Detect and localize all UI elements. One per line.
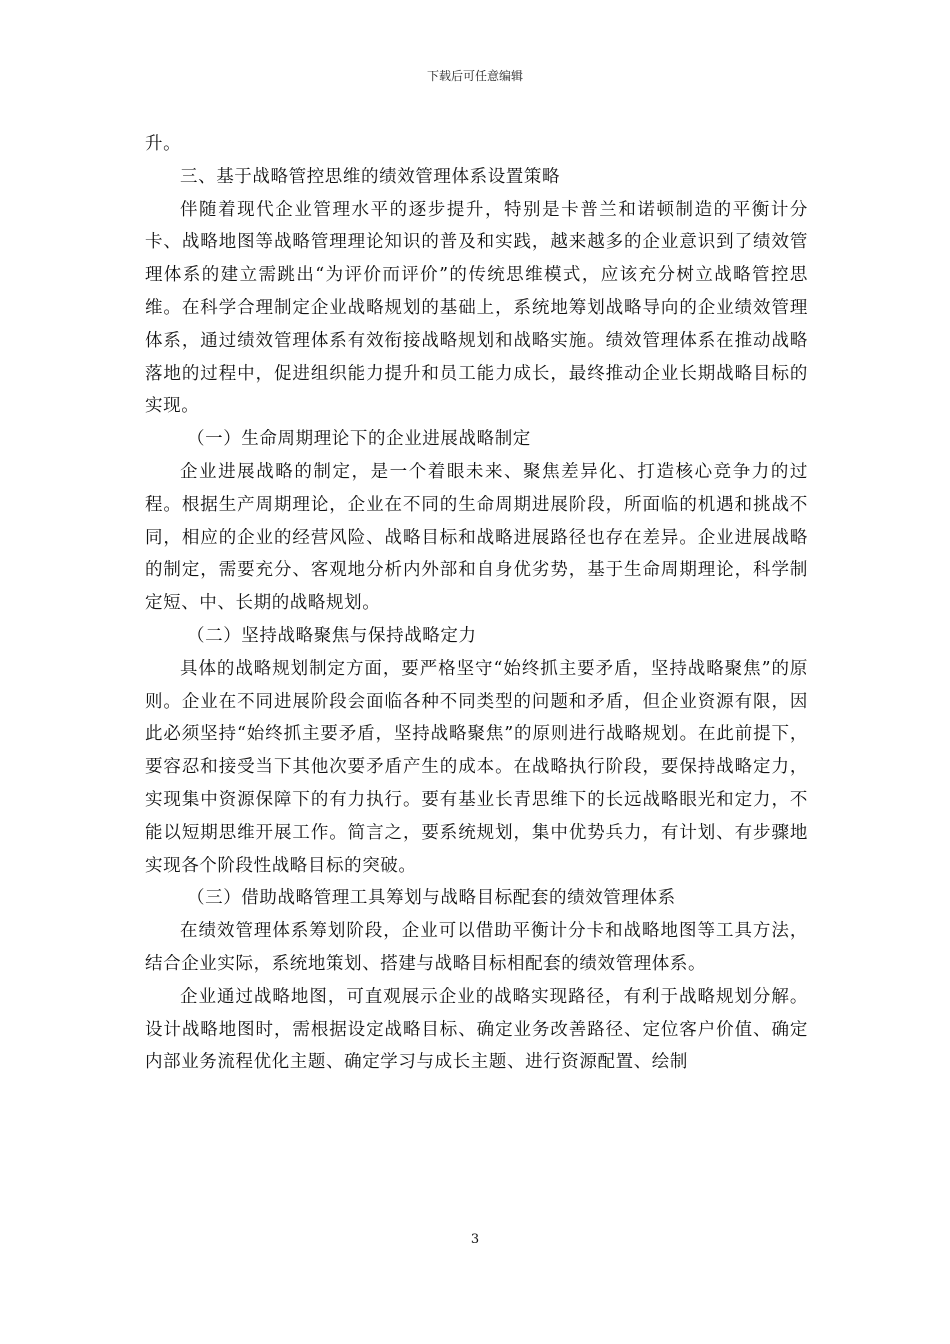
paragraph-continuation: 升。 [145, 134, 182, 154]
page-number: 3 [470, 1232, 480, 1247]
paragraph: 在绩效管理体系筹划阶段，企业可以借助平衡计分卡和战略地图等工具方法，结合企业实际，系统地策划、搭建与战略目标相配套的绩效管理体系。 [145, 921, 808, 974]
subsection-heading-3: （三）借助战略管理工具筹划与战略目标配套的绩效管理体系 [187, 888, 676, 909]
page-header: 下载后可任意编辑 [426, 69, 523, 83]
subsection-heading-2: （二）坚持战略聚焦与保持战略定力 [187, 625, 477, 646]
document-body [145, 128, 808, 1079]
paragraph: 企业通过战略地图，可直观展示企业的战略实现路径，有利于战略规划分解。设计战略地图时，需根据设定战略目标、确定业务改善路径、定位客户价值、确定内部业务流程优化主题、确定学习与成长主题、进行资源配置、绘制 [145, 986, 808, 1073]
subsection-heading-1: （一）生命周期理论下的企业进展战略制定 [187, 429, 531, 450]
section-heading-3: 三、基于战略管控思维的绩效管理体系设置策略 [180, 166, 561, 187]
paragraph: 伴随着现代企业管理水平的逐步提升，特别是卡普兰和诺顿制造的平衡计分卡、战略地图等战略管理理论知识的普及和实践，越来越多的企业意识到了绩效管理体系的建立需跳出“为评价而评价”的传统思维模式，应该充分树立战略管控思维。在科学合理制定企业战略规划的基础上，系统地筹划战略导向的企业绩效管理体系，通过绩效管理体系有效衔接战略规划和战略实施。绩效管理体系在推动战略落地的过程中，促进组织能力提升和员工能力成长，最终推动企业长期战略目标的实现。 [145, 199, 808, 417]
paragraph: 企业进展战略的制定，是一个着眼未来、聚焦差异化、打造核心竞争力的过程。根据生产周期理论，企业在不同的生命周期进展阶段，所面临的机遇和挑战不同，相应的企业的经营风险、战略目标和战略进展路径也存在差异。企业进展战略的制定，需要充分、客观地分析内外部和自身优劣势，基于生命周期理论，科学制定短、中、长期的战略规划。 [145, 461, 808, 614]
paragraph: 具体的战略规划制定方面，要严格坚守“始终抓主要矛盾，坚持战略聚焦”的原则。企业在不同进展阶段会面临各种不同类型的问题和矛盾，但企业资源有限，因此必须坚持“始终抓主要矛盾，坚持战略聚焦”的原则进行战略规划。在此前提下，要容忍和接受当下其他次要矛盾产生的成本。在战略执行阶段，要保持战略定力，实现集中资源保障下的有力执行。要有基业长青思维下的长远战略眼光和定力，不能以短期思维开展工作。简言之，要系统规划，集中优势兵力，有计划、有步骤地实现各个阶段性战略目标的突破。 [145, 658, 808, 876]
